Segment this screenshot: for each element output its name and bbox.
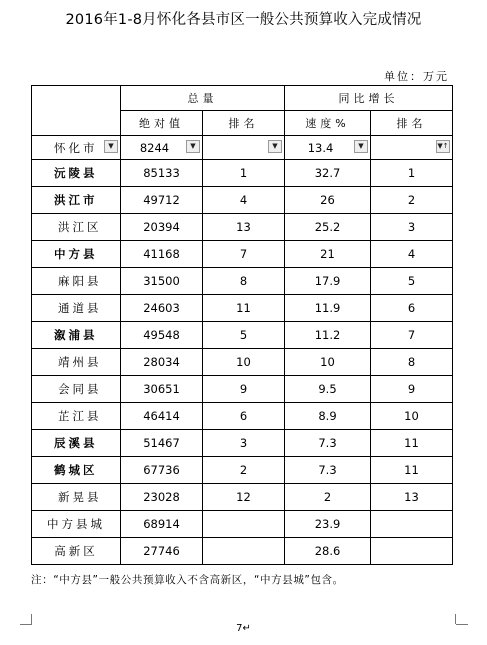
filter-value-cell[interactable] — [121, 136, 203, 160]
row-name-cell: 通道县 — [32, 295, 121, 322]
row-rank2-cell: 5 — [371, 268, 453, 295]
row-rank2-cell: 3 — [371, 214, 453, 241]
row-name-cell: 中方县城 — [32, 511, 121, 538]
row-value-cell: 24603 — [121, 295, 203, 322]
filter-speed-cell[interactable] — [285, 136, 371, 160]
row-name-cell: 辰溪县 — [32, 430, 121, 457]
filter-name-cell[interactable] — [32, 136, 121, 160]
revenue-table — [31, 85, 453, 565]
row-name-cell: 新晃县 — [32, 484, 121, 511]
row-rank-cell: 8 — [203, 268, 285, 295]
row-rank2-cell: 11 — [371, 430, 453, 457]
table-row — [32, 322, 453, 349]
table-row — [32, 160, 453, 187]
table-row — [32, 484, 453, 511]
row-rank-cell: 6 — [203, 403, 285, 430]
row-value-cell: 85133 — [121, 160, 203, 187]
sort-filter-icon[interactable]: ▼↑ — [436, 140, 450, 153]
page-title: 2016年1-8月怀化各县市区一般公共预算收入完成情况 — [65, 12, 422, 28]
row-value-cell: 67736 — [121, 457, 203, 484]
row-value-cell: 46414 — [121, 403, 203, 430]
row-name-cell: 靖州县 — [32, 349, 121, 376]
row-speed-cell: 10 — [285, 349, 371, 376]
row-rank2-cell: 13 — [371, 484, 453, 511]
filter-rank2-cell[interactable] — [371, 136, 453, 160]
table-row — [32, 187, 453, 214]
row-speed-cell: 32.7 — [285, 160, 371, 187]
row-name-cell: 溆浦县 — [32, 322, 121, 349]
row-value-cell: 20394 — [121, 214, 203, 241]
dropdown-arrow-icon[interactable]: ▼ — [354, 140, 368, 153]
row-value-cell: 49548 — [121, 322, 203, 349]
row-name-cell: 中方县 — [32, 241, 121, 268]
table-row — [32, 295, 453, 322]
filter-row — [32, 136, 453, 160]
table-row — [32, 349, 453, 376]
row-value-cell: 31500 — [121, 268, 203, 295]
row-value-cell: 68914 — [121, 511, 203, 538]
row-rank2-cell: 4 — [371, 241, 453, 268]
row-speed-cell: 11.2 — [285, 322, 371, 349]
row-rank-cell: 12 — [203, 484, 285, 511]
table-row — [32, 376, 453, 403]
row-rank2-cell: 6 — [371, 295, 453, 322]
row-name-cell: 麻阳县 — [32, 268, 121, 295]
table-row — [32, 430, 453, 457]
row-rank-cell: 1 — [203, 160, 285, 187]
row-value-cell: 27746 — [121, 538, 203, 565]
header-rank: 排名 — [203, 111, 285, 136]
filter-name: 怀化市 — [54, 140, 98, 155]
row-name-cell: 洪江区 — [32, 214, 121, 241]
row-name-cell: 芷江县 — [32, 403, 121, 430]
row-name-cell: 沅陵县 — [32, 160, 121, 187]
row-rank-cell: 4 — [203, 187, 285, 214]
row-name-cell: 洪江市 — [32, 187, 121, 214]
row-speed-cell: 11.9 — [285, 295, 371, 322]
row-name-cell: 高新区 — [32, 538, 121, 565]
filter-rank-cell[interactable] — [203, 136, 285, 160]
filter-speed: 13.4 — [307, 140, 334, 155]
header-speed: 速度% — [285, 111, 371, 136]
row-rank2-cell — [371, 511, 453, 538]
row-rank2-cell — [371, 538, 453, 565]
dropdown-arrow-icon[interactable]: ▼ — [104, 140, 118, 153]
row-rank2-cell: 9 — [371, 376, 453, 403]
row-speed-cell: 7.3 — [285, 457, 371, 484]
table-row — [32, 538, 453, 565]
row-value-cell: 41168 — [121, 241, 203, 268]
footnote: 注：“中方县”一般公共预算收入不含高新区，“中方县城”包含。 — [31, 574, 344, 586]
row-value-cell: 23028 — [121, 484, 203, 511]
page-number: 7↵ — [236, 623, 251, 634]
row-rank2-cell: 10 — [371, 403, 453, 430]
row-speed-cell: 9.5 — [285, 376, 371, 403]
header-total: 总量 — [121, 86, 285, 111]
row-rank-cell: 5 — [203, 322, 285, 349]
row-rank-cell: 7 — [203, 241, 285, 268]
unit-label: 单位：万元 — [384, 70, 449, 83]
header-rank-2: 排名 — [371, 111, 453, 136]
row-value-cell: 30651 — [121, 376, 203, 403]
table-row — [32, 511, 453, 538]
row-rank2-cell: 1 — [371, 160, 453, 187]
row-rank-cell: 13 — [203, 214, 285, 241]
row-speed-cell: 26 — [285, 187, 371, 214]
row-speed-cell: 28.6 — [285, 538, 371, 565]
row-value-cell: 28034 — [121, 349, 203, 376]
row-rank-cell — [203, 538, 285, 565]
dropdown-arrow-icon[interactable]: ▼ — [268, 140, 282, 153]
row-rank-cell: 3 — [203, 430, 285, 457]
table-body — [32, 160, 453, 565]
row-rank-cell: 9 — [203, 376, 285, 403]
row-rank-cell: 11 — [203, 295, 285, 322]
row-speed-cell: 21 — [285, 241, 371, 268]
row-speed-cell: 17.9 — [285, 268, 371, 295]
header-row-1 — [32, 86, 453, 111]
row-value-cell: 51467 — [121, 430, 203, 457]
row-value-cell: 49712 — [121, 187, 203, 214]
row-name-cell: 会同县 — [32, 376, 121, 403]
header-abs-value: 绝对值 — [121, 111, 203, 136]
header-yoy: 同比增长 — [285, 86, 453, 111]
row-rank2-cell: 2 — [371, 187, 453, 214]
row-rank-cell: 10 — [203, 349, 285, 376]
row-rank-cell: 2 — [203, 457, 285, 484]
row-speed-cell: 7.3 — [285, 430, 371, 457]
table-row — [32, 457, 453, 484]
filter-value: 8244 — [139, 140, 170, 155]
row-speed-cell: 2 — [285, 484, 371, 511]
table-row — [32, 214, 453, 241]
row-rank2-cell: 8 — [371, 349, 453, 376]
row-speed-cell: 25.2 — [285, 214, 371, 241]
table-row — [32, 403, 453, 430]
row-rank-cell — [203, 511, 285, 538]
row-name-cell: 鹤城区 — [32, 457, 121, 484]
row-speed-cell: 23.9 — [285, 511, 371, 538]
table-row — [32, 268, 453, 295]
table-row — [32, 241, 453, 268]
row-rank2-cell: 7 — [371, 322, 453, 349]
header-blank-cell — [32, 86, 121, 136]
row-rank2-cell: 11 — [371, 457, 453, 484]
row-speed-cell: 8.9 — [285, 403, 371, 430]
dropdown-arrow-icon[interactable]: ▼ — [186, 140, 200, 153]
